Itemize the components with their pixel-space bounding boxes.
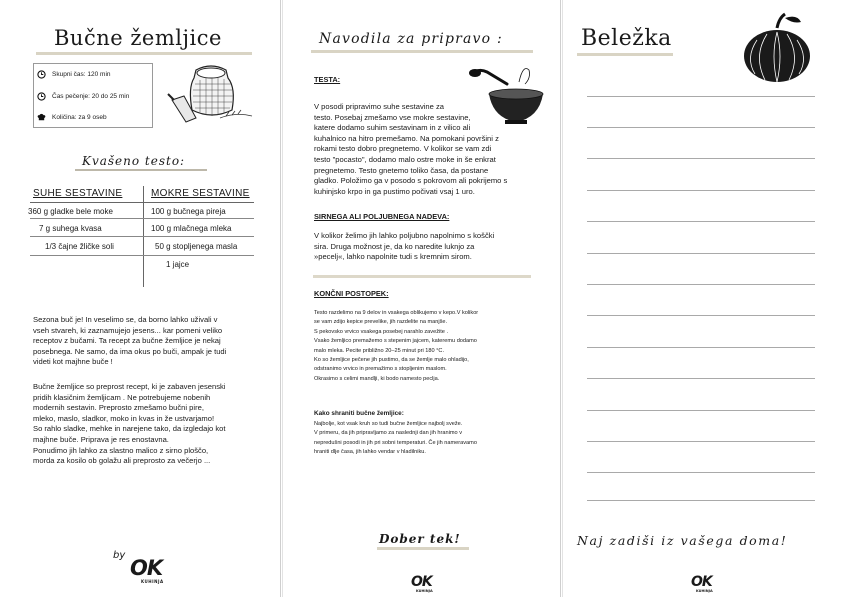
note-line xyxy=(587,96,815,97)
text-line: V posodi pripravimo suhe sestavine za xyxy=(314,102,445,111)
text-line: Najbolje, kot vsak kruh so tudi bučne žemljice najbolj sveže. xyxy=(314,421,463,427)
wet-ingredient: 50 g stopljenega masla xyxy=(155,242,238,251)
dough-section-title: TESTA: xyxy=(314,75,341,84)
text-line: So rahlo sladke, mehke in narejene tako, da izgledajo kot xyxy=(33,424,226,434)
text-line: katere dodamo suhim sestavinam in z vilico ali xyxy=(314,123,471,133)
text-line: sira. Druga možnost je, da ko naredite luknjo za xyxy=(314,241,475,251)
closing-underline xyxy=(377,547,469,550)
ok-logo: OK xyxy=(411,574,432,590)
dry-ingredient: 360 g gladke bele moke xyxy=(28,207,113,216)
text-line: modernih sestavin. Preprosto zmešamo bučni pire, xyxy=(33,403,204,413)
instructions-title: Navodila za pripravo : xyxy=(319,31,503,47)
note-line xyxy=(587,190,815,191)
dry-ingredient: 7 g suhega kvasa xyxy=(39,224,102,233)
table-row-rule xyxy=(30,255,254,256)
text-line: S pekovsko vrvico vsakega posebej narahlo zavežite . xyxy=(314,328,449,335)
chef-hat-icon xyxy=(37,113,46,122)
text-line: videti kot majhne buče ! xyxy=(33,357,113,367)
text-line: kuhinjsko krpo in ga pustimo počivati vsaj 1 uro. xyxy=(314,186,475,196)
text-line: testo "pocasto", dodamo malo ostre moke in še enkrat xyxy=(314,154,496,164)
closing-greeting: Dober tek! xyxy=(379,532,461,546)
instructions-panel xyxy=(282,0,561,597)
text-line: morda za kosilo ob golažu ali preprosto za večerjo ... xyxy=(33,456,211,466)
wet-ingredients-header: MOKRE SESTAVINE xyxy=(151,188,250,199)
ok-logo: OK xyxy=(691,574,712,590)
final-instructions xyxy=(314,309,559,384)
note-line xyxy=(587,127,815,128)
wet-ingredient: 1 jajce xyxy=(166,260,190,269)
bake-time-text: Čas pečenje: 20 do 25 min xyxy=(52,93,130,100)
table-row-rule xyxy=(30,236,254,237)
intro-paragraph xyxy=(33,315,263,368)
info-bake-time xyxy=(37,92,129,101)
text-line: Okrasimo s celimi mandlji, ki bodo namesto peclja. xyxy=(314,375,440,382)
text-line: Ponudimo jih lahko za slastno malico z sirno ploščo, xyxy=(33,445,209,455)
text-line: pridih klasičnim žemljicam . Ne potrebujeme nobenih xyxy=(33,392,211,402)
quantity-text: Količina: za 9 oseb xyxy=(52,114,107,121)
storage-instructions xyxy=(314,420,559,458)
info-box xyxy=(33,63,153,128)
clock-icon xyxy=(37,70,46,79)
text-line: hraniti dlje časa, jih lahko vendar v hladilniku. xyxy=(314,449,426,456)
total-time-text: Skupni čas: 120 min xyxy=(52,71,111,78)
filling-instructions xyxy=(314,231,559,263)
info-quantity xyxy=(37,113,107,122)
notes-panel xyxy=(562,0,844,597)
text-line: pregnetemo. Testo gnetemo toliko časa, da postane xyxy=(314,165,489,175)
note-line xyxy=(587,472,815,473)
text-line: V primeru, da jih pripravljamo za naslednji dan jih hranimo v xyxy=(314,430,462,437)
note-line xyxy=(587,158,815,159)
final-section-title: KONČNI POSTOPEK: xyxy=(314,289,389,298)
dough-instructions xyxy=(314,102,559,197)
logo-sub: KUHINJA xyxy=(696,589,713,593)
recipe-panel xyxy=(0,0,281,597)
table-header-rule xyxy=(30,202,254,203)
text-line: posebnega. Ne samo, da ima okus po buči, ampak je tudi xyxy=(33,346,227,356)
dry-ingredients-header: SUHE SESTAVINE xyxy=(33,188,123,199)
note-line xyxy=(587,315,815,316)
text-line: Ko so žemljice pečene jih pustimo, da se žemlje malo ohladijo, xyxy=(314,357,469,364)
text-line: odstranimo vrvico in premažimo s stopljenim maslom. xyxy=(314,366,447,373)
closing-wish: Naj zadiši iz vašega doma! xyxy=(577,533,788,548)
text-line: Sezona buč je! In veselimo se, da borno lahko uživali v xyxy=(33,315,218,324)
note-line xyxy=(587,441,815,442)
dry-ingredient: 1/3 čajne žličke soli xyxy=(45,242,114,251)
notes-title: Beležka xyxy=(581,26,672,51)
logo-by: by xyxy=(113,550,126,561)
note-line xyxy=(587,284,815,285)
clock-icon xyxy=(37,92,46,101)
info-total-time xyxy=(37,70,111,79)
dough-underline xyxy=(75,169,207,171)
text-line: kuhalnico na hitro premešamo. Na pomokani površini z xyxy=(314,133,499,143)
flour-sack-illustration xyxy=(166,60,256,126)
dough-heading: Kvašeno testo: xyxy=(82,154,186,168)
text-line: Bučne žemljice so preprost recept, ki je zabaven jesenski xyxy=(33,382,226,391)
text-line: V kolikor želimo jih lahko poljubno napolnimo s koščki xyxy=(314,231,495,240)
storage-title: Kako shraniti bučne žemljice: xyxy=(314,410,404,417)
text-line: se vam zdijo kepice prevelike, jih razdelite na manjše. xyxy=(314,319,448,326)
text-line: gladko. Položimo ga v posodo s pokrovom ali pokrijemo s xyxy=(314,176,508,186)
text-line: receptov z bučami. Ta recept za bučne žemljice je nekaj xyxy=(33,336,221,346)
text-line: majhne buče. Priprava je res enostavna. xyxy=(33,434,169,444)
text-line: »pecelj«, lahko napolnite tudi s kremnim sirom. xyxy=(314,252,472,262)
note-line xyxy=(587,378,815,379)
ok-logo: OK xyxy=(130,556,163,580)
wet-ingredient: 100 g mlačnega mleka xyxy=(151,224,232,233)
notes-title-underline xyxy=(577,53,673,56)
instructions-underline xyxy=(311,50,533,53)
text-line: Testo razdelimo na 9 delov in vsakega oblikujemo v kepo.V kolikor xyxy=(314,310,479,316)
text-line: nepredušni posodi in jih pri sobni temperaturi. Če jih nameravamo xyxy=(314,439,477,446)
filling-section-title: SIRNEGA ALI POLJUBNEGA NADEVA: xyxy=(314,212,450,221)
table-row-rule xyxy=(30,218,254,219)
recipe-title: Bučne žemljice xyxy=(54,26,222,50)
text-line: malo mleka. Pecite približno 20–25 minut pri 180 °C. xyxy=(314,347,445,354)
logo-sub: KUHINJA xyxy=(416,589,433,593)
text-line: testo. Posebaj zmešamo vse mokre sestavine, xyxy=(314,112,471,122)
text-line: rokami testo dobro pregnetemo. V kolikor se vam zdi xyxy=(314,144,492,154)
body-paragraph xyxy=(33,382,263,467)
pumpkin-icon xyxy=(741,12,813,86)
logo-sub: KUHINJA xyxy=(141,579,164,584)
note-line xyxy=(587,253,815,254)
note-line xyxy=(587,410,815,411)
wet-ingredient: 100 g bučnega pireja xyxy=(151,207,226,216)
text-line: Vsako žemljico premažemo s stepenim jajcem, kateremu dodamo xyxy=(314,338,477,345)
note-line xyxy=(587,347,815,348)
text-line: vseh stvareh, ki zaznamujejo jesens... kar pomeni veliko xyxy=(33,325,223,335)
section-separator xyxy=(313,275,531,278)
title-underline xyxy=(36,52,252,55)
note-line xyxy=(587,221,815,222)
text-line: mleko, maslo, sladkor, moko in kvas in že ustvarjamo! xyxy=(33,413,215,423)
note-line xyxy=(587,500,815,501)
